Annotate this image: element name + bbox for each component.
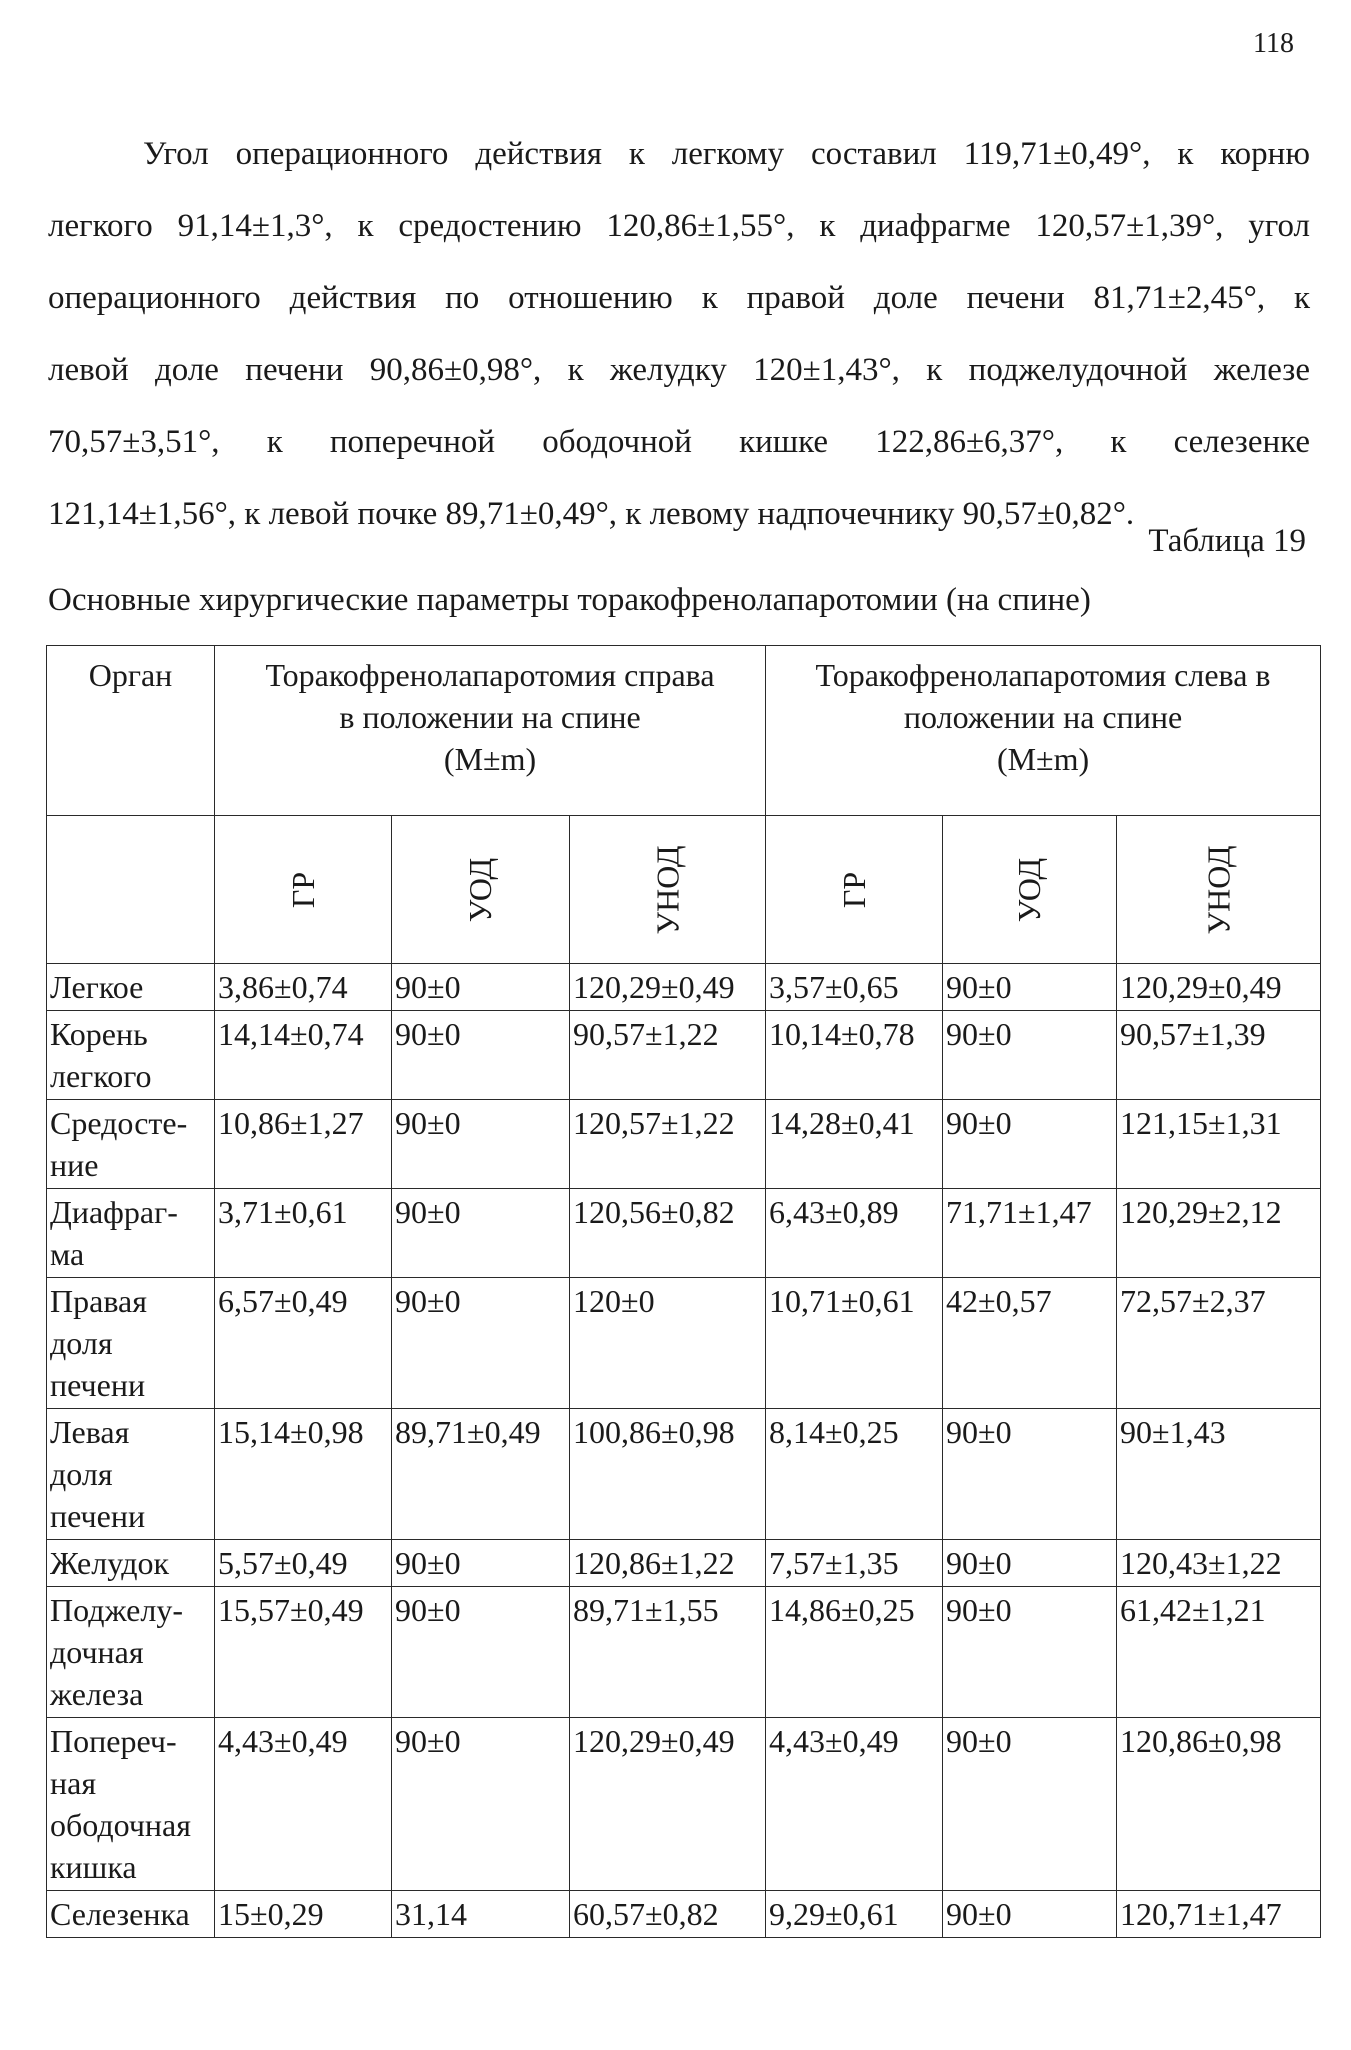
value-cell: 90±0 <box>943 1011 1117 1100</box>
value-cell: 14,86±0,25 <box>766 1587 943 1718</box>
value-cell: 72,57±2,37 <box>1117 1278 1321 1409</box>
value-cell: 90±0 <box>943 1540 1117 1587</box>
table-row <box>47 1189 1321 1278</box>
value-cell: 90±0 <box>943 1100 1117 1189</box>
organ-cell: Поджелу- дочная железа <box>47 1587 215 1718</box>
subheader-gr-left: ГР <box>766 816 943 964</box>
value-cell: 15±0,29 <box>215 1891 392 1938</box>
parameters-table <box>46 645 1321 1938</box>
subheader-unod-right: УНОД <box>570 816 766 964</box>
table-body <box>47 964 1321 1938</box>
value-cell: 3,71±0,61 <box>215 1189 392 1278</box>
value-cell: 71,71±1,47 <box>943 1189 1117 1278</box>
table-row <box>47 1891 1321 1938</box>
value-cell: 90±0 <box>943 964 1117 1011</box>
organ-cell: Диафраг- ма <box>47 1189 215 1278</box>
subheader-unod-left: УНОД <box>1117 816 1321 964</box>
value-cell: 120,43±1,22 <box>1117 1540 1321 1587</box>
organ-header: Орган <box>47 646 215 816</box>
value-cell: 120±0 <box>570 1278 766 1409</box>
value-cell: 120,56±0,82 <box>570 1189 766 1278</box>
value-cell: 120,57±1,22 <box>570 1100 766 1189</box>
value-cell: 89,71±1,55 <box>570 1587 766 1718</box>
value-cell: 90±0 <box>392 964 570 1011</box>
paragraph-line: операционного действия по отношению к правой доле печени 81,71±2,45°, к <box>48 280 1310 316</box>
value-cell: 3,86±0,74 <box>215 964 392 1011</box>
paragraph-line: 70,57±3,51°, к поперечной ободочной кишке 122,86±6,37°, к селезенке <box>48 424 1310 460</box>
value-cell: 100,86±0,98 <box>570 1409 766 1540</box>
value-cell: 6,57±0,49 <box>215 1278 392 1409</box>
table-row <box>47 1718 1321 1891</box>
group-header-left: Торакофренолапаротомия слева в положении на спине (M±m) <box>766 646 1321 816</box>
organ-cell: Средосте- ние <box>47 1100 215 1189</box>
subheader-gr-right: ГР <box>215 816 392 964</box>
value-cell: 90±0 <box>392 1189 570 1278</box>
value-cell: 90±0 <box>392 1278 570 1409</box>
value-cell: 7,57±1,35 <box>766 1540 943 1587</box>
value-cell: 90±0 <box>943 1718 1117 1891</box>
value-cell: 120,29±2,12 <box>1117 1189 1321 1278</box>
value-cell: 90±0 <box>943 1587 1117 1718</box>
value-cell: 60,57±0,82 <box>570 1891 766 1938</box>
paragraph-line: 121,14±1,56°, к левой почке 89,71±0,49°, к левому надпочечнику 90,57±0,82°. <box>48 496 1135 532</box>
organ-cell: Правая доля печени <box>47 1278 215 1409</box>
value-cell: 14,28±0,41 <box>766 1100 943 1189</box>
value-cell: 90±0 <box>392 1587 570 1718</box>
organ-cell: Желудок <box>47 1540 215 1587</box>
organ-cell: Селезенка <box>47 1891 215 1938</box>
value-cell: 89,71±0,49 <box>392 1409 570 1540</box>
value-cell: 120,86±0,98 <box>1117 1718 1321 1891</box>
organ-cell: Левая доля печени <box>47 1409 215 1540</box>
subheader-uod-left: УОД <box>943 816 1117 964</box>
organ-cell: Легкое <box>47 964 215 1011</box>
value-cell: 42±0,57 <box>943 1278 1117 1409</box>
value-cell: 90±1,43 <box>1117 1409 1321 1540</box>
body-paragraph <box>48 118 1310 550</box>
value-cell: 9,29±0,61 <box>766 1891 943 1938</box>
table-row <box>47 1278 1321 1409</box>
paragraph-line: Угол операционного действия к легкому составил 119,71±0,49°, к корню <box>143 136 1310 172</box>
value-cell: 90,57±1,22 <box>570 1011 766 1100</box>
value-cell: 10,14±0,78 <box>766 1011 943 1100</box>
value-cell: 4,43±0,49 <box>766 1718 943 1891</box>
table-row <box>47 1409 1321 1540</box>
value-cell: 90±0 <box>943 1409 1117 1540</box>
value-cell: 90±0 <box>943 1891 1117 1938</box>
table-label: Таблица 19 <box>1148 523 1306 559</box>
organ-cell: Попереч- ная ободочная кишка <box>47 1718 215 1891</box>
value-cell: 121,15±1,31 <box>1117 1100 1321 1189</box>
table-row <box>47 964 1321 1011</box>
value-cell: 15,14±0,98 <box>215 1409 392 1540</box>
paragraph-line: легкого 91,14±1,3°, к средостению 120,86±1,55°, к диафрагме 120,57±1,39°, угол <box>48 208 1310 244</box>
paragraph-line: левой доле печени 90,86±0,98°, к желудку 120±1,43°, к поджелудочной железе <box>48 352 1310 388</box>
value-cell: 90±0 <box>392 1100 570 1189</box>
value-cell: 10,71±0,61 <box>766 1278 943 1409</box>
value-cell: 90±0 <box>392 1718 570 1891</box>
table-row <box>47 1587 1321 1718</box>
group-header-right: Торакофренолапаротомия справа в положении на спине (M±m) <box>215 646 766 816</box>
value-cell: 120,86±1,22 <box>570 1540 766 1587</box>
value-cell: 90±0 <box>392 1011 570 1100</box>
value-cell: 15,57±0,49 <box>215 1587 392 1718</box>
table-row <box>47 1011 1321 1100</box>
value-cell: 3,57±0,65 <box>766 964 943 1011</box>
table-row <box>47 1100 1321 1189</box>
value-cell: 31,14 <box>392 1891 570 1938</box>
value-cell: 120,29±0,49 <box>570 964 766 1011</box>
value-cell: 14,14±0,74 <box>215 1011 392 1100</box>
page-number: 118 <box>1253 28 1294 59</box>
value-cell: 120,29±0,49 <box>1117 964 1321 1011</box>
value-cell: 90,57±1,39 <box>1117 1011 1321 1100</box>
value-cell: 4,43±0,49 <box>215 1718 392 1891</box>
organ-subheader-empty <box>47 816 215 964</box>
value-cell: 120,71±1,47 <box>1117 1891 1321 1938</box>
value-cell: 61,42±1,21 <box>1117 1587 1321 1718</box>
value-cell: 90±0 <box>392 1540 570 1587</box>
subheader-uod-right: УОД <box>392 816 570 964</box>
table-row <box>47 1540 1321 1587</box>
value-cell: 6,43±0,89 <box>766 1189 943 1278</box>
table-caption: Основные хирургические параметры торакофренолапаротомии (на спине) <box>48 582 1091 618</box>
value-cell: 120,29±0,49 <box>570 1718 766 1891</box>
value-cell: 10,86±1,27 <box>215 1100 392 1189</box>
organ-cell: Корень легкого <box>47 1011 215 1100</box>
value-cell: 8,14±0,25 <box>766 1409 943 1540</box>
value-cell: 5,57±0,49 <box>215 1540 392 1587</box>
